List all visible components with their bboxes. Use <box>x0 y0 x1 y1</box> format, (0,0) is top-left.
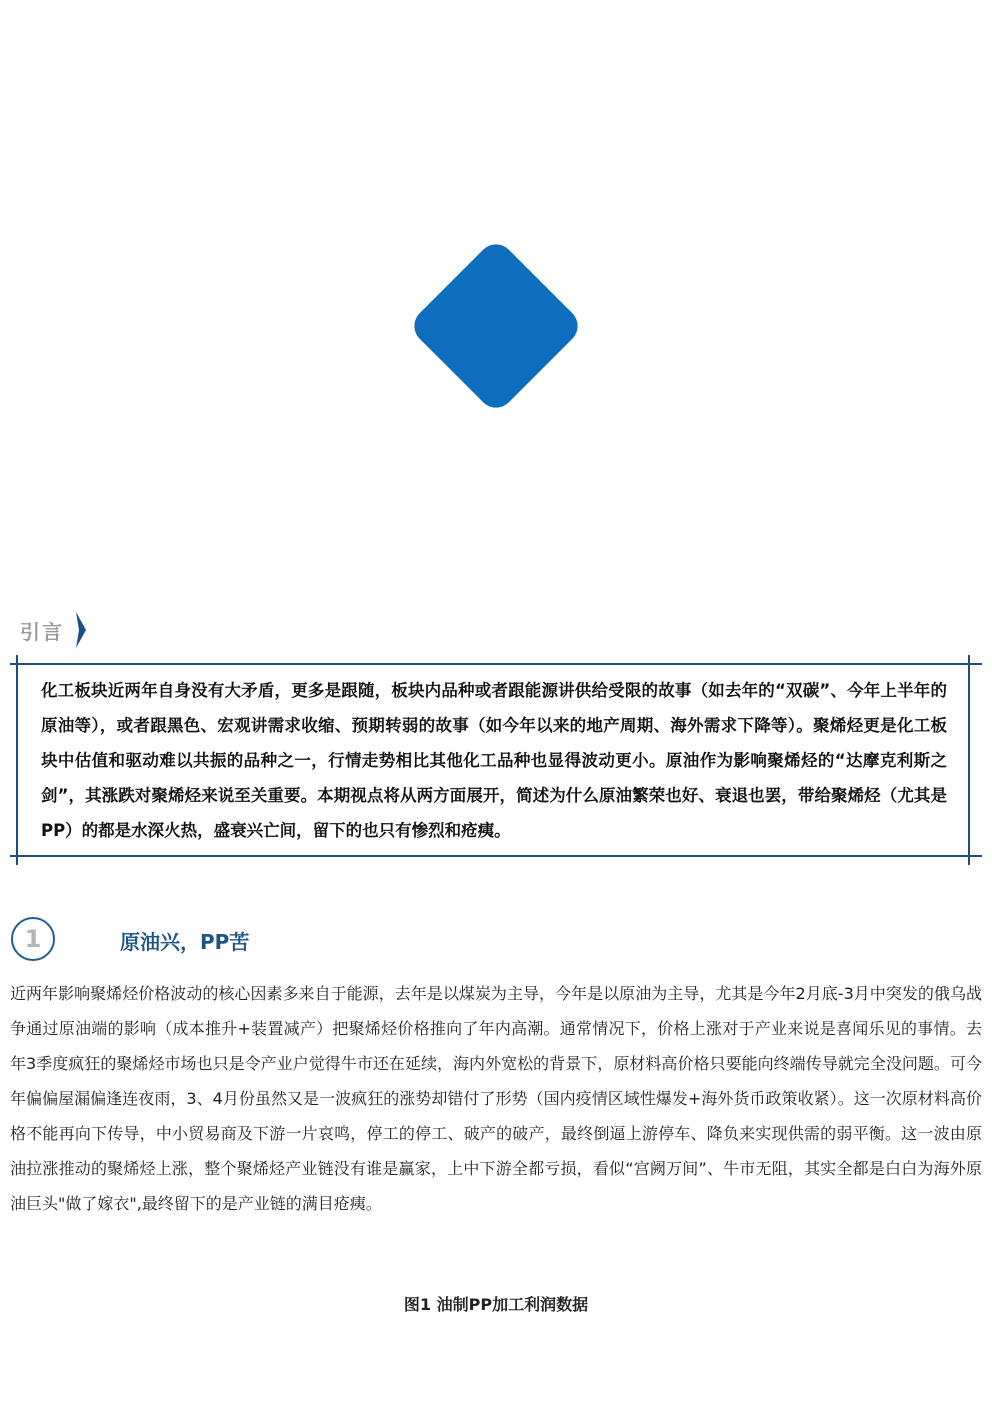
decorative-diamond-logo <box>407 237 585 415</box>
intro-quote-box <box>10 655 982 865</box>
section-number-badge <box>11 917 55 961</box>
quote-left-rule <box>16 655 18 865</box>
quote-right-rule <box>968 655 970 865</box>
intro-arrow-icon <box>76 612 86 648</box>
section-number: 1 <box>24 925 42 953</box>
figure-caption: 图1 油制PP加工利润数据 <box>403 1295 589 1314</box>
intro-text: 化工板块近两年自身没有大矛盾，更多是跟随，板块内品种或者跟能源讲供给受限的故事（如去年的“双碳”、今年上半年的原油等），或者跟黑色、宏观讲需求收缩、预期转弱的故事（如今年以来的地产周期、海外需求下降等）。聚烯烃更是化工板块中估值和驱动难以共振的品种之一，行情走势相比其他化工品种也显得波动更小。原油作为影响聚烯烃的“达摩克利斯之剑”，其涨跌对聚烯烃来说至关重要。本期视点将从两方面展开，简述为什么原油繁荣也好、衰退也罢，带给聚烯烃（尤其是PP）的都是水深火热，盛衰兴亡间，留下的也只有惨烈和疮痍。 <box>41 681 947 840</box>
quote-bottom-rule <box>10 855 982 857</box>
section-title: 原油兴，PP苦 <box>120 930 250 954</box>
section-body-paragraph: 近两年影响聚烯烃价格波动的核心因素多来自于能源，去年是以煤炭为主导，今年是以原油为主导，尤其是今年2月底-3月中突发的俄乌战争通过原油端的影响（成本推升+装置减产）把聚烯烃价格推向了年内高潮。通常情况下，价格上涨对于产业来说是喜闻乐见的事情。去年3季度疯狂的聚烯烃市场也只是令产业户觉得牛市还在延续，海内外宽松的背景下，原材料高价格只要能向终端传导就完全没问题。可今年偏偏屋漏偏逢连夜雨，3、4月份虽然又是一波疯狂的涨势却错付了形势（国内疫情区域性爆发+海外货币政策收紧）。这一次原材料高价格不能再向下传导，中小贸易商及下游一片哀鸣，停工的停工、破产的破产，最终倒逼上游停车、降负来实现供需的弱平衡。这一波由原油拉涨推动的聚烯烃上涨，整个聚烯烃产业链没有谁是赢家，上中下游全都亏损，看似“宫阙万间”、牛市无阻，其实全都是白白为海外原油巨头"做了嫁衣",最终留下的是产业链的满目疮痍。 <box>10 984 982 1213</box>
intro-label: 引言 <box>20 620 64 644</box>
quote-top-rule <box>10 663 982 665</box>
